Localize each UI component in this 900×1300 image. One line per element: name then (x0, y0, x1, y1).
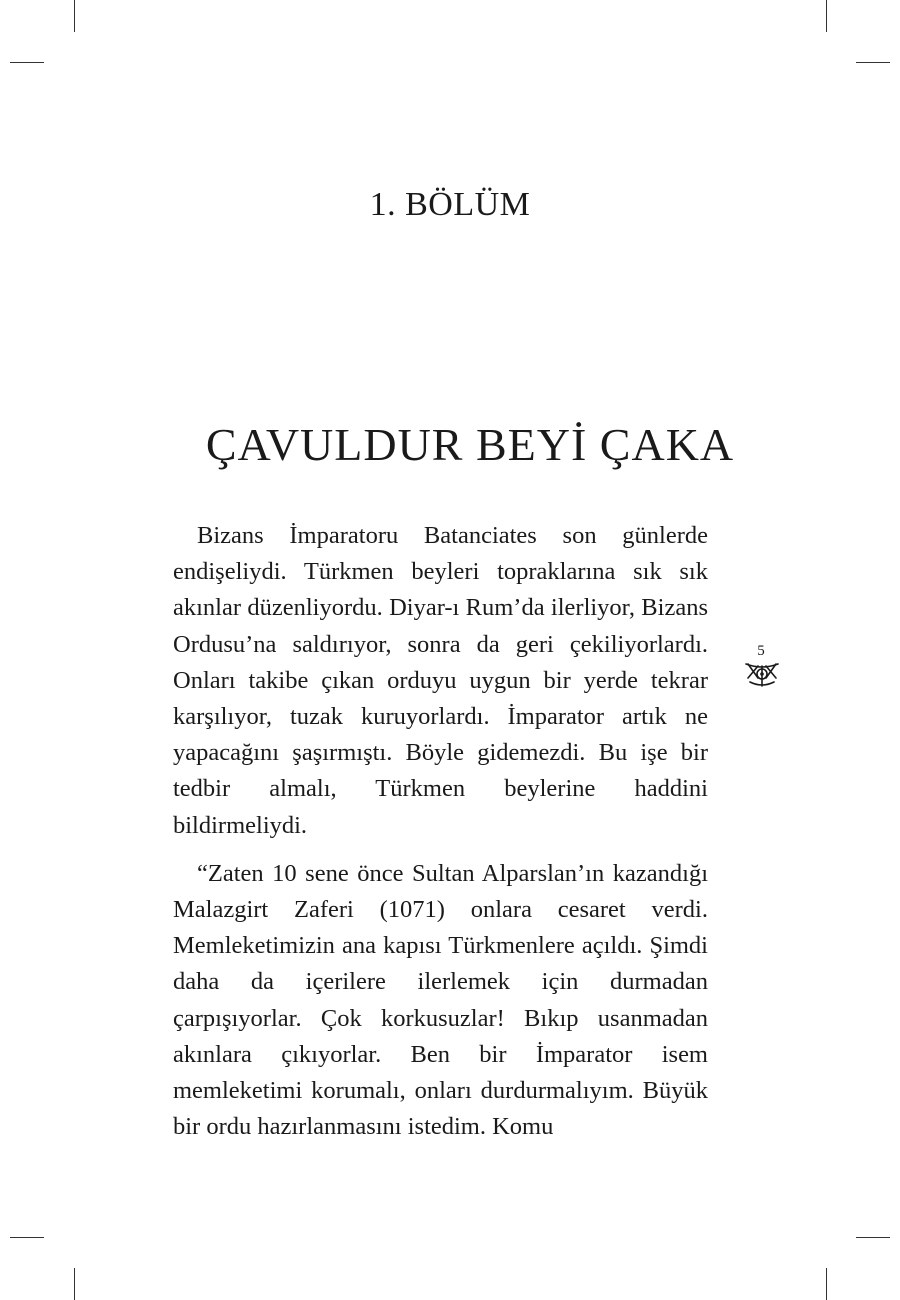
crop-mark-top-left-horizontal (10, 62, 44, 63)
page-number: 5 (757, 643, 765, 659)
crop-mark-bottom-left-vertical (74, 1268, 75, 1300)
chapter-title: ÇAVULDUR BEYİ ÇAKA (205, 419, 735, 470)
crop-mark-top-right-vertical (826, 0, 827, 32)
crop-mark-bottom-right-horizontal (856, 1237, 890, 1238)
crop-mark-top-right-horizontal (856, 62, 890, 63)
crop-mark-top-left-vertical (74, 0, 75, 32)
ship-wheel-ornament-icon (744, 660, 780, 688)
crop-mark-bottom-left-horizontal (10, 1237, 44, 1238)
crop-mark-bottom-right-vertical (826, 1268, 827, 1300)
body-text (173, 518, 708, 1157)
chapter-label: 1. BÖLÜM (369, 186, 531, 223)
paragraph: Bizans İmparatoru Batanciates son günlerde endişeliydi. Türkmen beyleri topraklarına sık sık akınlar düzenliyordu. Diyar-ı Rum’da ilerliyor, Bizans Ordusu’na saldırıyor, sonra da geri çekiliyorlardı. Onları takibe çıkan orduyu uygun bir yerde tekrar karşılıyor, tuzak kuruyorlardı. İmparator artık ne yapacağını şaşırmıştı. Böyle gidemezdi. Bu işe bir tedbir almalı, Türkmen beylerine haddini bildirmeliydi. (173, 522, 708, 839)
paragraph: “Zaten 10 sene önce Sultan Alparslan’ın kazandığı Malazgirt Zaferi (1071) onlara cesaret verdi. Memleketimizin ana kapısı Türkmenlere açıldı. Şimdi daha da içerilere ilerlemek için durmadan çarpışıyorlar. Çok korkusuzlar! Bıkıp usanmadan akınlara çıkıyorlar. Ben bir İmparator isem memleketimi korumalı, onları durdurmalıyım. Büyük bir ordu hazırlanmasını istedim. Komu (173, 859, 708, 1141)
